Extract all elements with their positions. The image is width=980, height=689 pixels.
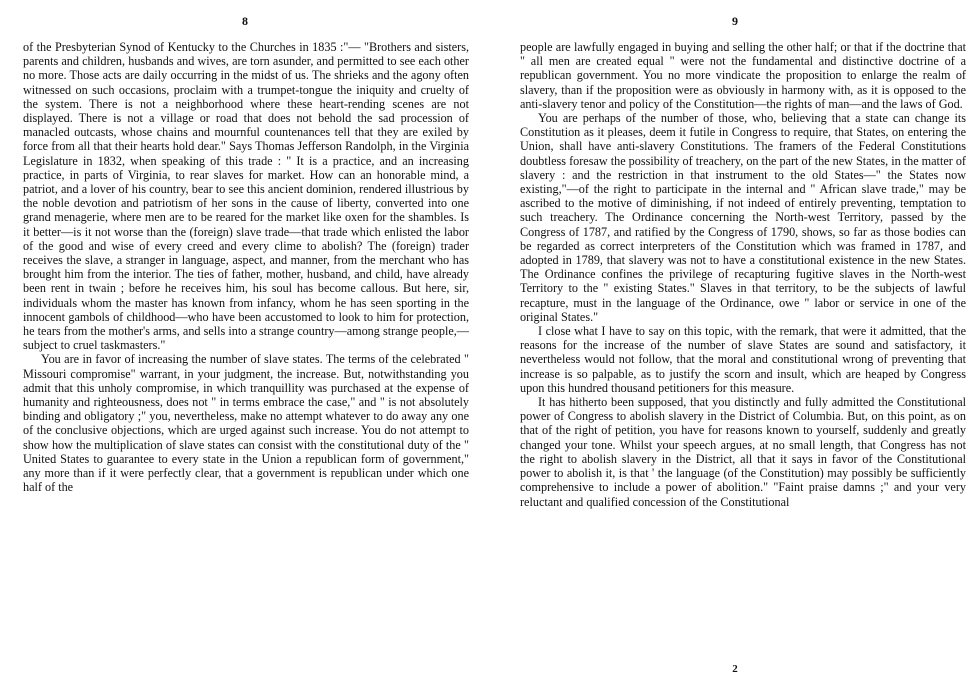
right-paragraph-2: You are perhaps of the number of those, who, believing that a state can change its Constitution as it pleases, deem it futile in Congress to require, that States, on entering the Union, shall have anti-slavery Constitutions. The framers of the Federal Constitutions doubtless foresaw the possibility of treachery, on the part of the new States, in the matter of slavery : and the restriction in that instrument to the old States—" the States now existing,"—of the right to participate in the internal and " African slave trade," may be ascribed to the motive of diminishing, if not indeed of entirely preventing, temptation to such treachery. The Ordinance concerning the North-west Territory, passed by the Congress of 1787, and ratified by the Congress of 1790, shows, so far as those bodies can be regarded as correct interpreters of the Constitution which was framed in 1787, and adopted in 1789, that slavery was not to have a constitutional existence in the new States. The Ordinance confines the privilege of recapturing fugitive slaves in the North-west Territory to the " existing States." Slaves in that territory, to be the subjects of lawful recapture, must in the language of the Ordinance, owe " labor or service in one of the original States.": [520, 111, 966, 324]
signature-mark: 2: [732, 663, 738, 675]
right-page: [490, 0, 980, 689]
left-paragraph-1: of the Presbyterian Synod of Kentucky to the Churches in 1835 :"— "Brothers and sisters, parents and children, husbands and wives, are torn asunder, and permitted to see each other no more. Those acts are daily occurring in the midst of us. The shrieks and the agony often witnessed on such occasions, proclaim with a trumpet-tongue the iniquity and cruelty of the system. There is not a neighborhood where these heart-rending scenes are not displayed. There is not a village or road that does not behold the sad procession of manacled outcasts, whose chains and mournful countenances tell that they are exiled by force from all that their hearts hold dear." Says Thomas Jefferson Randolph, in the Virginia Legislature in 1832, when speaking of this trade : " It is a practice, and an increasing practice, in parts of Virginia, to rear slaves for market. How can an honorable mind, a patriot, and a lover of his country, bear to see this ancient dominion, rendered illustrious by the noble devotion and patriotism of her sons in the cause of liberty, converted into one grand menagerie, where men are to be reared for the market like oxen for the shambles. Is it better—is it not worse than the (foreign) slave trade—that trade which enlisted the labor of the good and wise of every creed and every clime to abolish? The (foreign) trader receives the slave, a stranger in language, aspect, and manner, from the merchant who has brought him from the interior. The ties of father, mother, husband, and child, have already been rent in twain ; before he receives him, his soul has become callous. But here, sir, individuals whom the master has known from infancy, whom he has seen sporting in the innocent gambols of childhood—who have been accustomed to look to him for protection, he tears from the mother's arms, and sells into a strange country—among strange people,—subject to cruel taskmasters.": [23, 40, 469, 353]
left-paragraph-2: You are in favor of increasing the number of slave states. The terms of the celebrated " Missouri compromise" warrant, in your judgment, the increase. But, notwithstanding you admit that this unholy compromise, in which tranquillity was purchased at the expense of humanity and righteousness, does not " in terms embrace the case," and " is not absolutely binding and obligatory ;" you, nevertheless, make no attempt whatever to do away any one of the conclusive objections, which are urged against such increase. You do not attempt to show how the multiplication of slave states can consist with the constitutional duty of the " United States to guarantee to every state in the Union a republican form of government," any more than if it were perfectly clear, that a government is republican under which one half of the: [23, 352, 469, 495]
right-paragraph-3: I close what I have to say on this topic, with the remark, that were it admitted, that the reasons for the increase of the number of slave States are sound and satisfactory, it nevertheless would not follow, that the moral and constitutional wrong of preventing that increase is so palpable, as to justify the scorn and insult, which are heaped by Congress upon this hundred thousand petitioners for this measure.: [520, 324, 966, 395]
page-number-left: 8: [242, 14, 248, 28]
page-number-right: 9: [732, 14, 738, 28]
left-text-column: [23, 40, 469, 495]
right-paragraph-4: It has hitherto been supposed, that you distinctly and fully admitted the Constitutional power of Congress to abolish slavery in the District of Columbia. But, on this point, as on that of the right of petition, you have for reasons known to yourself, suddenly and greatly changed your tone. Whilst your speech argues, at no small length, that Congress has not the right to abolish slavery in the District, all that it says in favor of the Constitutional power to abolish it, is that ' the language (of the Constitution) may possibly be sufficiently comprehensive to include a power of abolition." "Faint praise damns ;" and your very reluctant and qualified concession of the Constitutional: [520, 395, 966, 509]
right-text-column: [520, 40, 966, 509]
right-paragraph-1: people are lawfully engaged in buying and selling the other half; or that if the doctrine that " all men are created equal " were not the fundamental and distinctive doctrine of a republican government. You no more vindicate the proposition to enlarge the realm of slavery, than if the proposition were as obviously in harmony with, as it is opposed to the anti-slavery tenor and policy of the Constitution—the rights of man—and the laws of God.: [520, 40, 966, 111]
